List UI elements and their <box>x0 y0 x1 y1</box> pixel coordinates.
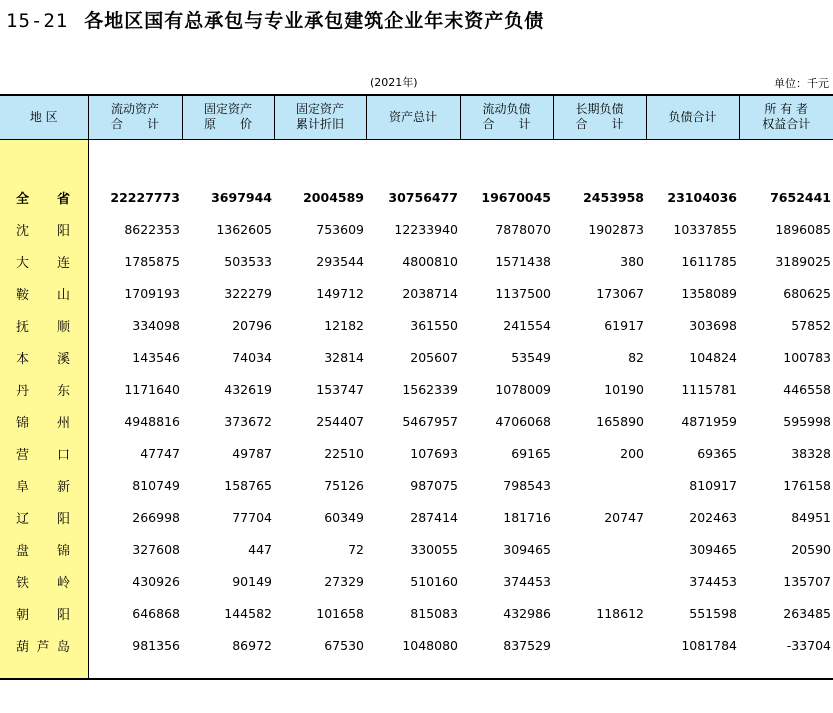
table-row <box>0 502 833 534</box>
region-name: 全省 <box>16 192 70 207</box>
value-cell: 10337855 <box>673 222 737 237</box>
value-cell: 84951 <box>791 510 831 525</box>
value-cell: 503533 <box>224 254 272 269</box>
value-cell: 176158 <box>783 478 831 493</box>
value-cell: 810917 <box>689 478 737 493</box>
value-cell <box>646 139 739 182</box>
value-cell <box>553 534 646 566</box>
column-header-line1: 所 有 者 <box>764 102 809 117</box>
spacer-row <box>0 662 833 679</box>
region-name: 本溪 <box>16 352 70 367</box>
value-cell: 82 <box>628 350 644 365</box>
value-cell: 981356 <box>132 638 180 653</box>
column-header <box>739 95 833 139</box>
value-cell <box>274 139 366 182</box>
region-cell <box>0 406 88 438</box>
value-cell: 10190 <box>604 382 644 397</box>
region-cell <box>0 246 88 278</box>
value-cell: 1137500 <box>495 286 551 301</box>
value-cell: 19670045 <box>481 190 551 205</box>
value-cell: 430926 <box>132 574 180 589</box>
column-header <box>0 95 88 139</box>
value-cell: 380 <box>620 254 644 269</box>
value-cell: 373672 <box>224 414 272 429</box>
region-cell <box>0 662 88 679</box>
value-cell: 327608 <box>132 542 180 557</box>
value-cell <box>553 139 646 182</box>
value-cell: 551598 <box>689 606 737 621</box>
region-cell <box>0 310 88 342</box>
value-cell: 90149 <box>232 574 272 589</box>
column-header <box>274 95 366 139</box>
column-header-line1: 固定资产 <box>203 102 252 117</box>
value-cell: 361550 <box>410 318 458 333</box>
region-cell <box>0 214 88 246</box>
value-cell: 20590 <box>791 542 831 557</box>
region-name: 葫芦岛 <box>16 640 70 655</box>
table-row <box>0 214 833 246</box>
value-cell: 447 <box>248 542 272 557</box>
value-cell: 181716 <box>503 510 551 525</box>
region-cell <box>0 182 88 214</box>
value-cell: 266998 <box>132 510 180 525</box>
value-cell: 374453 <box>503 574 551 589</box>
value-cell: 86972 <box>232 638 272 653</box>
region-cell <box>0 438 88 470</box>
value-cell: 100783 <box>783 350 831 365</box>
value-cell <box>460 662 553 679</box>
value-cell: 104824 <box>689 350 737 365</box>
table-row <box>0 630 833 662</box>
value-cell: 309465 <box>503 542 551 557</box>
column-header <box>646 95 739 139</box>
value-cell: 149712 <box>316 286 364 301</box>
value-cell: 135707 <box>783 574 831 589</box>
value-cell: 2453958 <box>583 190 644 205</box>
region-name: 辽阳 <box>16 512 70 527</box>
value-cell: 158765 <box>224 478 272 493</box>
column-header-line2: 合 计 <box>110 117 159 132</box>
value-cell: 173067 <box>596 286 644 301</box>
value-cell: 5467957 <box>402 414 458 429</box>
value-cell: 38328 <box>791 446 831 461</box>
value-cell: 263485 <box>783 606 831 621</box>
value-cell <box>553 566 646 598</box>
table-row <box>0 342 833 374</box>
value-cell: 1078009 <box>495 382 551 397</box>
value-cell: 987075 <box>410 478 458 493</box>
year-note: (2021年) <box>370 76 418 89</box>
region-cell <box>0 534 88 566</box>
value-cell: -33704 <box>786 638 831 653</box>
value-cell <box>646 662 739 679</box>
value-cell: 23104036 <box>667 190 737 205</box>
value-cell: 8622353 <box>124 222 180 237</box>
region-cell <box>0 566 88 598</box>
value-cell: 3697944 <box>211 190 272 205</box>
column-header <box>182 95 274 139</box>
region-cell <box>0 342 88 374</box>
value-cell: 4706068 <box>495 414 551 429</box>
region-name: 抚顺 <box>16 320 70 335</box>
value-cell: 75126 <box>324 478 364 493</box>
value-cell: 165890 <box>596 414 644 429</box>
region-cell <box>0 630 88 662</box>
total-row <box>0 182 833 214</box>
value-cell: 205607 <box>410 350 458 365</box>
value-cell: 61917 <box>604 318 644 333</box>
data-table <box>0 94 833 680</box>
value-cell: 143546 <box>132 350 180 365</box>
value-cell: 72 <box>348 542 364 557</box>
value-cell: 2038714 <box>402 286 458 301</box>
value-cell: 53549 <box>511 350 551 365</box>
value-cell: 1571438 <box>495 254 551 269</box>
table-row <box>0 278 833 310</box>
value-cell: 1362605 <box>216 222 272 237</box>
value-cell: 1709193 <box>124 286 180 301</box>
value-cell: 4800810 <box>402 254 458 269</box>
value-cell: 2004589 <box>303 190 364 205</box>
value-cell: 77704 <box>232 510 272 525</box>
region-name: 阜新 <box>16 480 70 495</box>
table-row <box>0 470 833 502</box>
value-cell: 1611785 <box>681 254 737 269</box>
value-cell: 432986 <box>503 606 551 621</box>
value-cell: 1171640 <box>124 382 180 397</box>
value-cell: 3189025 <box>775 254 831 269</box>
value-cell: 798543 <box>503 478 551 493</box>
page-title <box>6 6 544 33</box>
value-cell: 446558 <box>783 382 831 397</box>
value-cell: 202463 <box>689 510 737 525</box>
value-cell: 20747 <box>604 510 644 525</box>
value-cell: 374453 <box>689 574 737 589</box>
column-header-line1: 长期负债 <box>575 102 624 117</box>
value-cell: 107693 <box>410 446 458 461</box>
value-cell: 153747 <box>316 382 364 397</box>
column-header-line1: 固定资产 <box>295 102 344 117</box>
table-body <box>0 139 833 679</box>
value-cell: 69365 <box>697 446 737 461</box>
value-cell: 1048080 <box>402 638 458 653</box>
region-cell <box>0 470 88 502</box>
table-row <box>0 310 833 342</box>
region-name: 大连 <box>16 256 70 271</box>
value-cell <box>88 662 182 679</box>
column-header-line2: 累计折旧 <box>295 117 344 132</box>
value-cell <box>274 662 366 679</box>
value-cell: 57852 <box>791 318 831 333</box>
column-header <box>366 95 460 139</box>
column-header <box>88 95 182 139</box>
region-name: 沈阳 <box>16 224 70 239</box>
value-cell: 60349 <box>324 510 364 525</box>
value-cell: 4871959 <box>681 414 737 429</box>
value-cell: 20796 <box>232 318 272 333</box>
value-cell: 32814 <box>324 350 364 365</box>
value-cell: 1358089 <box>681 286 737 301</box>
column-header-line2: 合 计 <box>482 117 531 132</box>
value-cell: 22510 <box>324 446 364 461</box>
value-cell: 12182 <box>324 318 364 333</box>
column-header-line2: 权益合计 <box>762 117 811 132</box>
table-title: 各地区国有总承包与专业承包建筑企业年末资产负债 <box>84 10 545 32</box>
value-cell <box>366 662 460 679</box>
value-cell: 7652441 <box>770 190 831 205</box>
value-cell: 753609 <box>316 222 364 237</box>
value-cell: 12233940 <box>394 222 458 237</box>
value-cell: 7878070 <box>495 222 551 237</box>
value-cell: 680625 <box>783 286 831 301</box>
value-cell: 432619 <box>224 382 272 397</box>
value-cell: 49787 <box>232 446 272 461</box>
value-cell: 1785875 <box>124 254 180 269</box>
table-row <box>0 406 833 438</box>
value-cell: 595998 <box>783 414 831 429</box>
value-cell: 837529 <box>503 638 551 653</box>
region-cell <box>0 502 88 534</box>
value-cell: 254407 <box>316 414 364 429</box>
value-cell: 646868 <box>132 606 180 621</box>
value-cell <box>739 662 833 679</box>
column-header-line2: 原 价 <box>203 117 252 132</box>
value-cell: 810749 <box>132 478 180 493</box>
value-cell: 293544 <box>316 254 364 269</box>
region-cell <box>0 278 88 310</box>
region-cell <box>0 139 88 182</box>
value-cell <box>553 630 646 662</box>
value-cell <box>553 662 646 679</box>
value-cell <box>366 139 460 182</box>
value-cell: 1902873 <box>588 222 644 237</box>
value-cell: 309465 <box>689 542 737 557</box>
table-row <box>0 374 833 406</box>
value-cell <box>553 470 646 502</box>
region-name: 锦州 <box>16 416 70 431</box>
column-header-line2: 合 计 <box>575 117 624 132</box>
region-name: 铁岭 <box>16 576 70 591</box>
unit-note: 单位：千元 <box>774 77 829 90</box>
value-cell: 287414 <box>410 510 458 525</box>
value-cell: 334098 <box>132 318 180 333</box>
value-cell <box>182 662 274 679</box>
value-cell: 303698 <box>689 318 737 333</box>
value-cell <box>182 139 274 182</box>
region-name: 朝阳 <box>16 608 70 623</box>
region-name: 鞍山 <box>16 288 70 303</box>
value-cell: 510160 <box>410 574 458 589</box>
value-cell: 241554 <box>503 318 551 333</box>
table-row <box>0 534 833 566</box>
region-cell <box>0 374 88 406</box>
value-cell: 118612 <box>596 606 644 621</box>
region-name: 盘锦 <box>16 544 70 559</box>
header-row <box>0 95 833 139</box>
value-cell: 330055 <box>410 542 458 557</box>
value-cell: 200 <box>620 446 644 461</box>
value-cell: 322279 <box>224 286 272 301</box>
table-row <box>0 566 833 598</box>
value-cell: 101658 <box>316 606 364 621</box>
column-header-line1: 负债合计 <box>668 109 717 124</box>
value-cell: 1562339 <box>402 382 458 397</box>
region-name: 营口 <box>16 448 70 463</box>
column-header-line1: 流动负债 <box>482 102 531 117</box>
region-name: 丹东 <box>16 384 70 399</box>
table-row <box>0 246 833 278</box>
table-row <box>0 438 833 470</box>
value-cell <box>460 139 553 182</box>
column-header-line1: 资产总计 <box>388 109 437 124</box>
value-cell: 47747 <box>140 446 180 461</box>
value-cell: 1115781 <box>681 382 737 397</box>
value-cell: 69165 <box>511 446 551 461</box>
value-cell: 22227773 <box>110 190 180 205</box>
value-cell <box>739 139 833 182</box>
column-header <box>553 95 646 139</box>
value-cell: 144582 <box>224 606 272 621</box>
value-cell: 74034 <box>232 350 272 365</box>
value-cell <box>88 139 182 182</box>
value-cell: 30756477 <box>388 190 458 205</box>
value-cell: 1081784 <box>681 638 737 653</box>
column-header <box>460 95 553 139</box>
column-header-line1: 流动资产 <box>110 102 159 117</box>
table-number: 15-21 <box>6 10 69 32</box>
value-cell: 4948816 <box>124 414 180 429</box>
column-header-line1: 地 区 <box>29 109 58 124</box>
spacer-row <box>0 139 833 182</box>
value-cell: 1896085 <box>775 222 831 237</box>
table-row <box>0 598 833 630</box>
value-cell: 815083 <box>410 606 458 621</box>
region-cell <box>0 598 88 630</box>
value-cell: 67530 <box>324 638 364 653</box>
value-cell: 27329 <box>324 574 364 589</box>
